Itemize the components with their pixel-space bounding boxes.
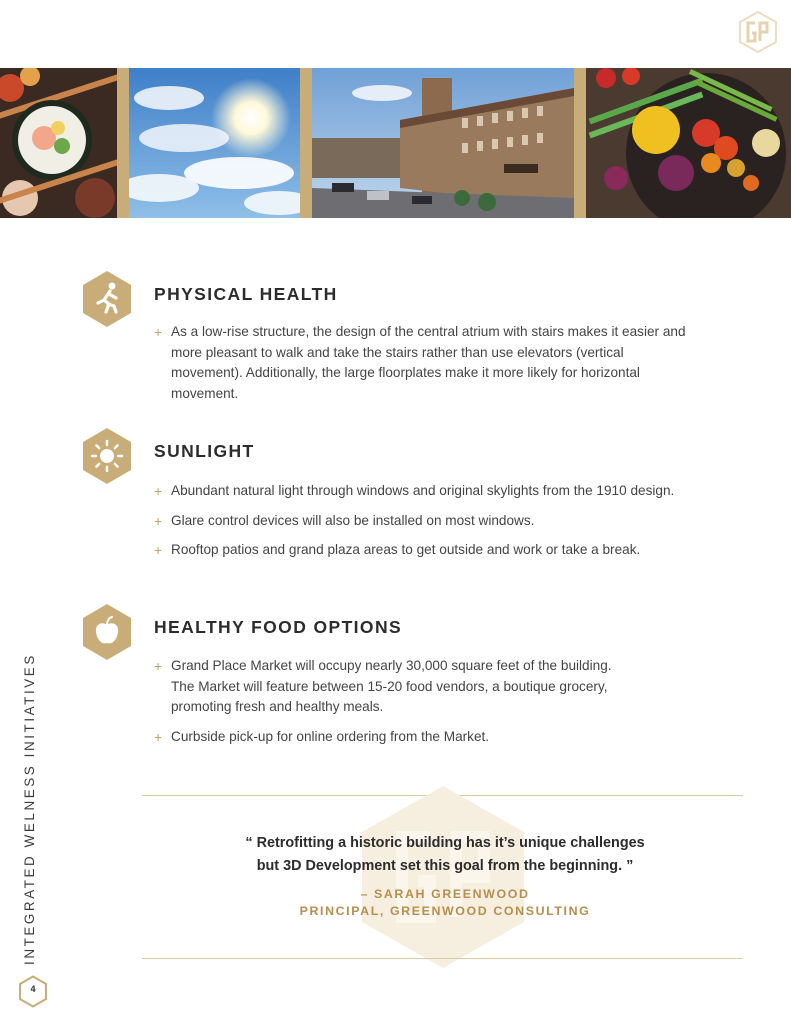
bullet-text: Rooftop patios and grand plaza areas to get outside and work or take a break. [171,542,641,557]
photo-strip [0,68,791,218]
market-building-photo [312,68,574,218]
side-section-label: INTEGRATED WELNESS INITIATIVES [22,653,37,965]
gp-monogram-logo [736,10,780,54]
bullet-marker: + [154,483,163,499]
list-item [154,540,694,561]
sunlight-section [82,427,702,587]
bullet-text: Abundant natural light through windows and original skylights from the 1910 design. [171,483,675,498]
quote-line: “ Retrofitting a historic building has it’s unique challenges [245,835,645,851]
bullet-marker: + [154,512,163,529]
section-title: SUNLIGHT [154,441,255,461]
list-item [154,481,694,502]
list-item [154,656,634,718]
quote-author-role: PRINCIPAL, GREENWOOD CONSULTING [299,904,591,918]
sushi-photo [0,68,117,218]
list-item [154,511,694,532]
sun-icon [82,427,132,485]
vegetables-photo [586,68,791,218]
running-person-icon [82,270,132,328]
bullet-text: As a low-rise structure, the design of the central atrium with stairs makes it easier and more pleasant to walk and take the stairs rather than use elevators (vertical movement). Additionally, the large floorplates make it more likely for horizontal movement. [171,324,686,401]
quote-bottom-rule [142,958,743,959]
bullet-marker: + [154,728,163,745]
bullet-list [154,322,694,413]
apple-icon [82,603,132,661]
quote-author: – SARAH GREENWOOD [360,887,530,901]
bullet-list [154,656,634,756]
list-item [154,727,634,748]
quote-line: but 3D Development set this goal from the beginning. ” [256,858,634,874]
physical-health-section [82,270,702,420]
section-title: PHYSICAL HEALTH [154,284,338,304]
bullet-marker: + [154,658,163,674]
bullet-marker: + [154,324,163,340]
list-item [154,322,694,404]
bullet-text: Glare control devices will also be installed on most windows. [171,512,535,528]
bullet-text: Grand Place Market will occupy nearly 30,000 square feet of the building. The Market will feature between 15-20 food vendors, a boutique grocery, promoting fresh and healthy meals. [171,658,612,714]
bullet-list [154,481,694,570]
quote-text [160,832,730,878]
bullet-text: Curbside pick-up for online ordering from the Market. [171,728,490,744]
bullet-marker: + [154,542,163,558]
section-title: HEALTHY FOOD OPTIONS [154,617,403,637]
page-number: 4 [30,984,36,994]
sky-sun-photo [129,68,300,218]
healthy-food-section [82,603,702,763]
